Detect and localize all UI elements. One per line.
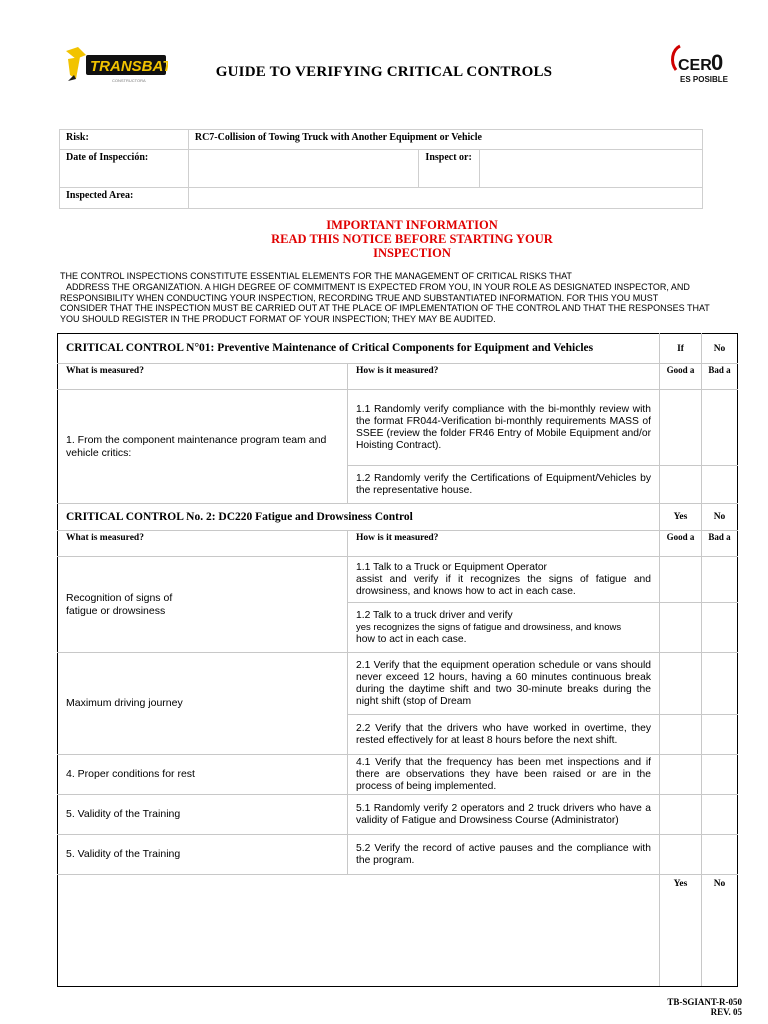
cc1-bad-checkbox[interactable] <box>702 466 738 504</box>
cc3-no-header: No <box>702 875 738 987</box>
notice-line: ADDRESS THE ORGANIZATION. A HIGH DEGREE OF COMMITMENT IS EXPECTED FROM YOU, IN YOUR ROLE AS DESIGNATED INSPECTOR, AND <box>66 281 690 292</box>
cc2-bad-checkbox[interactable] <box>702 557 738 603</box>
notice-line: RESPONSIBILITY WHEN CONDUCTING YOUR INSPECTION, RECORDING TRUE AND SUBSTANTIATED INFORMATION. FOR THIS YOU MUST <box>60 292 659 303</box>
notice-line: THE CONTROL INSPECTIONS CONSTITUTE ESSENTIAL ELEMENTS FOR THE MANAGEMENT OF CRITICAL RISKS THAT <box>60 271 572 281</box>
cc1-what-1: 1. From the component maintenance program team and vehicle critics: <box>58 390 348 504</box>
cc2-how-1-2-line: how to act in each case. <box>356 633 467 645</box>
cc1-yes-header: If <box>660 334 702 364</box>
cc2-how-1-1 <box>348 557 660 603</box>
cc2-bad-checkbox[interactable] <box>702 835 738 875</box>
cc2-how-1-2-line: yes recognizes the signs of fatigue and drowsiness, and knows <box>356 621 622 633</box>
notice-line: CONSIDER THAT THE INSPECTION MUST BE CARRIED OUT AT THE PLACE OF IMPLEMENTATION OF THE CONTROL AND THAT THE RESPONSES THAT <box>60 303 710 314</box>
cc2-how-5-2: 5.2 Verify the record of active pauses and the compliance with the program. <box>348 835 660 875</box>
important-information <box>0 218 768 260</box>
notice-paragraph <box>60 271 720 325</box>
cc2-bad-checkbox[interactable] <box>702 603 738 653</box>
important-line-2: READ THIS NOTICE BEFORE STARTING YOUR <box>271 232 553 246</box>
important-line-1: IMPORTANT INFORMATION <box>326 218 498 232</box>
risk-label: Risk: <box>60 130 189 150</box>
cc2-title: CRITICAL CONTROL No. 2: DC220 Fatigue and Drowsiness Control <box>58 504 660 531</box>
cc2-good-header: Good a <box>660 531 702 557</box>
cc1-no-header: No <box>702 334 738 364</box>
cc2-what-1: Recognition of signs of fatigue or drowsiness <box>58 557 348 653</box>
area-field[interactable] <box>188 188 702 209</box>
inspector-field[interactable] <box>480 150 703 188</box>
cc2-how-1-2 <box>348 603 660 653</box>
cc2-bad-header: Bad a <box>702 531 738 557</box>
cc2-bad-checkbox[interactable] <box>702 653 738 715</box>
cc2-good-checkbox[interactable] <box>660 755 702 795</box>
cc2-how-5-1: 5.1 Randomly verify 2 operators and 2 truck drivers who have a validity of Fatigue and Drowsiness Course (Administrator) <box>348 795 660 835</box>
cc1-what-header: What is measured? <box>58 364 348 390</box>
cc2-what-5: 5. Validity of the Training <box>58 795 348 835</box>
cc2-no-header: No <box>702 504 738 531</box>
area-label: Inspected Area: <box>60 188 189 209</box>
cc2-good-checkbox[interactable] <box>660 715 702 755</box>
cc2-what-2: Maximum driving journey <box>58 653 348 755</box>
inspection-header-table <box>59 129 703 209</box>
cc2-how-1-2-line: 1.2 Talk to a truck driver and verify <box>356 609 513 621</box>
cc2-good-checkbox[interactable] <box>660 557 702 603</box>
transbat-brand: TRANSBAT <box>90 58 168 75</box>
cc1-bad-checkbox[interactable] <box>702 390 738 466</box>
cc1-how-header: How is it measured? <box>348 364 660 390</box>
cc2-bad-checkbox[interactable] <box>702 795 738 835</box>
revision: REV. 05 <box>710 1007 742 1017</box>
cc2-how-2-2: 2.2 Verify that the drivers who have worked in overtime, they rested effectively for at least 8 hours before the next shift. <box>348 715 660 755</box>
cc3-title-area <box>58 875 660 987</box>
critical-controls-table <box>57 333 738 987</box>
cc2-yes-header: Yes <box>660 504 702 531</box>
cc1-how-1-1: 1.1 Randomly verify compliance with the bi-monthly review with the format FR044-Verification bi-monthly requirements MASS of SSEE (review the folder FR46 Entry of Mobile Equipment and/or Hoisting Contract). <box>348 390 660 466</box>
cc2-bad-checkbox[interactable] <box>702 715 738 755</box>
cc2-what-header: What is measured? <box>58 531 348 557</box>
cc1-title: CRITICAL CONTROL N°01: Preventive Maintenance of Critical Components for Equipment and Vehicles <box>58 334 660 364</box>
cc2-what-4: 4. Proper conditions for rest <box>58 755 348 795</box>
cc1-good-header: Good a <box>660 364 702 390</box>
cc2-good-checkbox[interactable] <box>660 835 702 875</box>
important-line-3: INSPECTION <box>373 246 451 260</box>
cc1-how-1-2: 1.2 Randomly verify the Certifications of Equipment/Vehicles by the representative house. <box>348 466 660 504</box>
document-title: GUIDE TO VERIFYING CRITICAL CONTROLS <box>215 64 553 80</box>
cero-tagline: ES POSIBLE <box>680 75 729 84</box>
cc1-good-checkbox[interactable] <box>660 390 702 466</box>
date-label: Date of Inspección: <box>60 150 189 188</box>
cc2-bad-checkbox[interactable] <box>702 755 738 795</box>
cero-brand-suffix: 0 <box>711 50 724 75</box>
cc2-good-checkbox[interactable] <box>660 795 702 835</box>
cero-brand-prefix: CER <box>678 57 712 74</box>
transbat-tagline: CONSTRUCTORA <box>112 78 146 83</box>
notice-line: YOU SHOULD REGISTER IN THE PRODUCT FORMAT OF YOUR INSPECTION; THEY MAY BE AUDITED. <box>60 314 496 325</box>
document-code <box>667 997 742 1017</box>
cc2-good-checkbox[interactable] <box>660 653 702 715</box>
cc2-how-2-1: 2.1 Verify that the equipment operation schedule or vans should never exceed 12 hours, having a 60 minutes continuous break during the daytime shift and two 30-minute breaks during the night shift (stop of Dream <box>348 653 660 715</box>
cc2-how-1-1-line: 1.1 Talk to a Truck or Equipment Operator <box>356 561 547 573</box>
cc2-how-1-1-line: assist and verify if it recognizes the signs of fatigue and drowsiness, and knows how to act in each case. <box>356 573 651 597</box>
cc1-bad-header: Bad a <box>702 364 738 390</box>
cc2-how-header: How is it measured? <box>348 531 660 557</box>
date-field[interactable] <box>188 150 419 188</box>
cc2-good-checkbox[interactable] <box>660 603 702 653</box>
form-code: TB-SGIANT-R-050 <box>667 997 742 1007</box>
cc2-how-4-1: 4.1 Verify that the frequency has been met inspections and if there are observations they have been raised or are in the process of being implemented. <box>348 755 660 795</box>
inspector-label: Inspect or: <box>419 150 480 188</box>
risk-value: RC7-Collision of Towing Truck with Another Equipment or Vehicle <box>188 130 702 150</box>
cc3-yes-header: Yes <box>660 875 702 987</box>
cc1-good-checkbox[interactable] <box>660 466 702 504</box>
cc2-what-5: 5. Validity of the Training <box>58 835 348 875</box>
